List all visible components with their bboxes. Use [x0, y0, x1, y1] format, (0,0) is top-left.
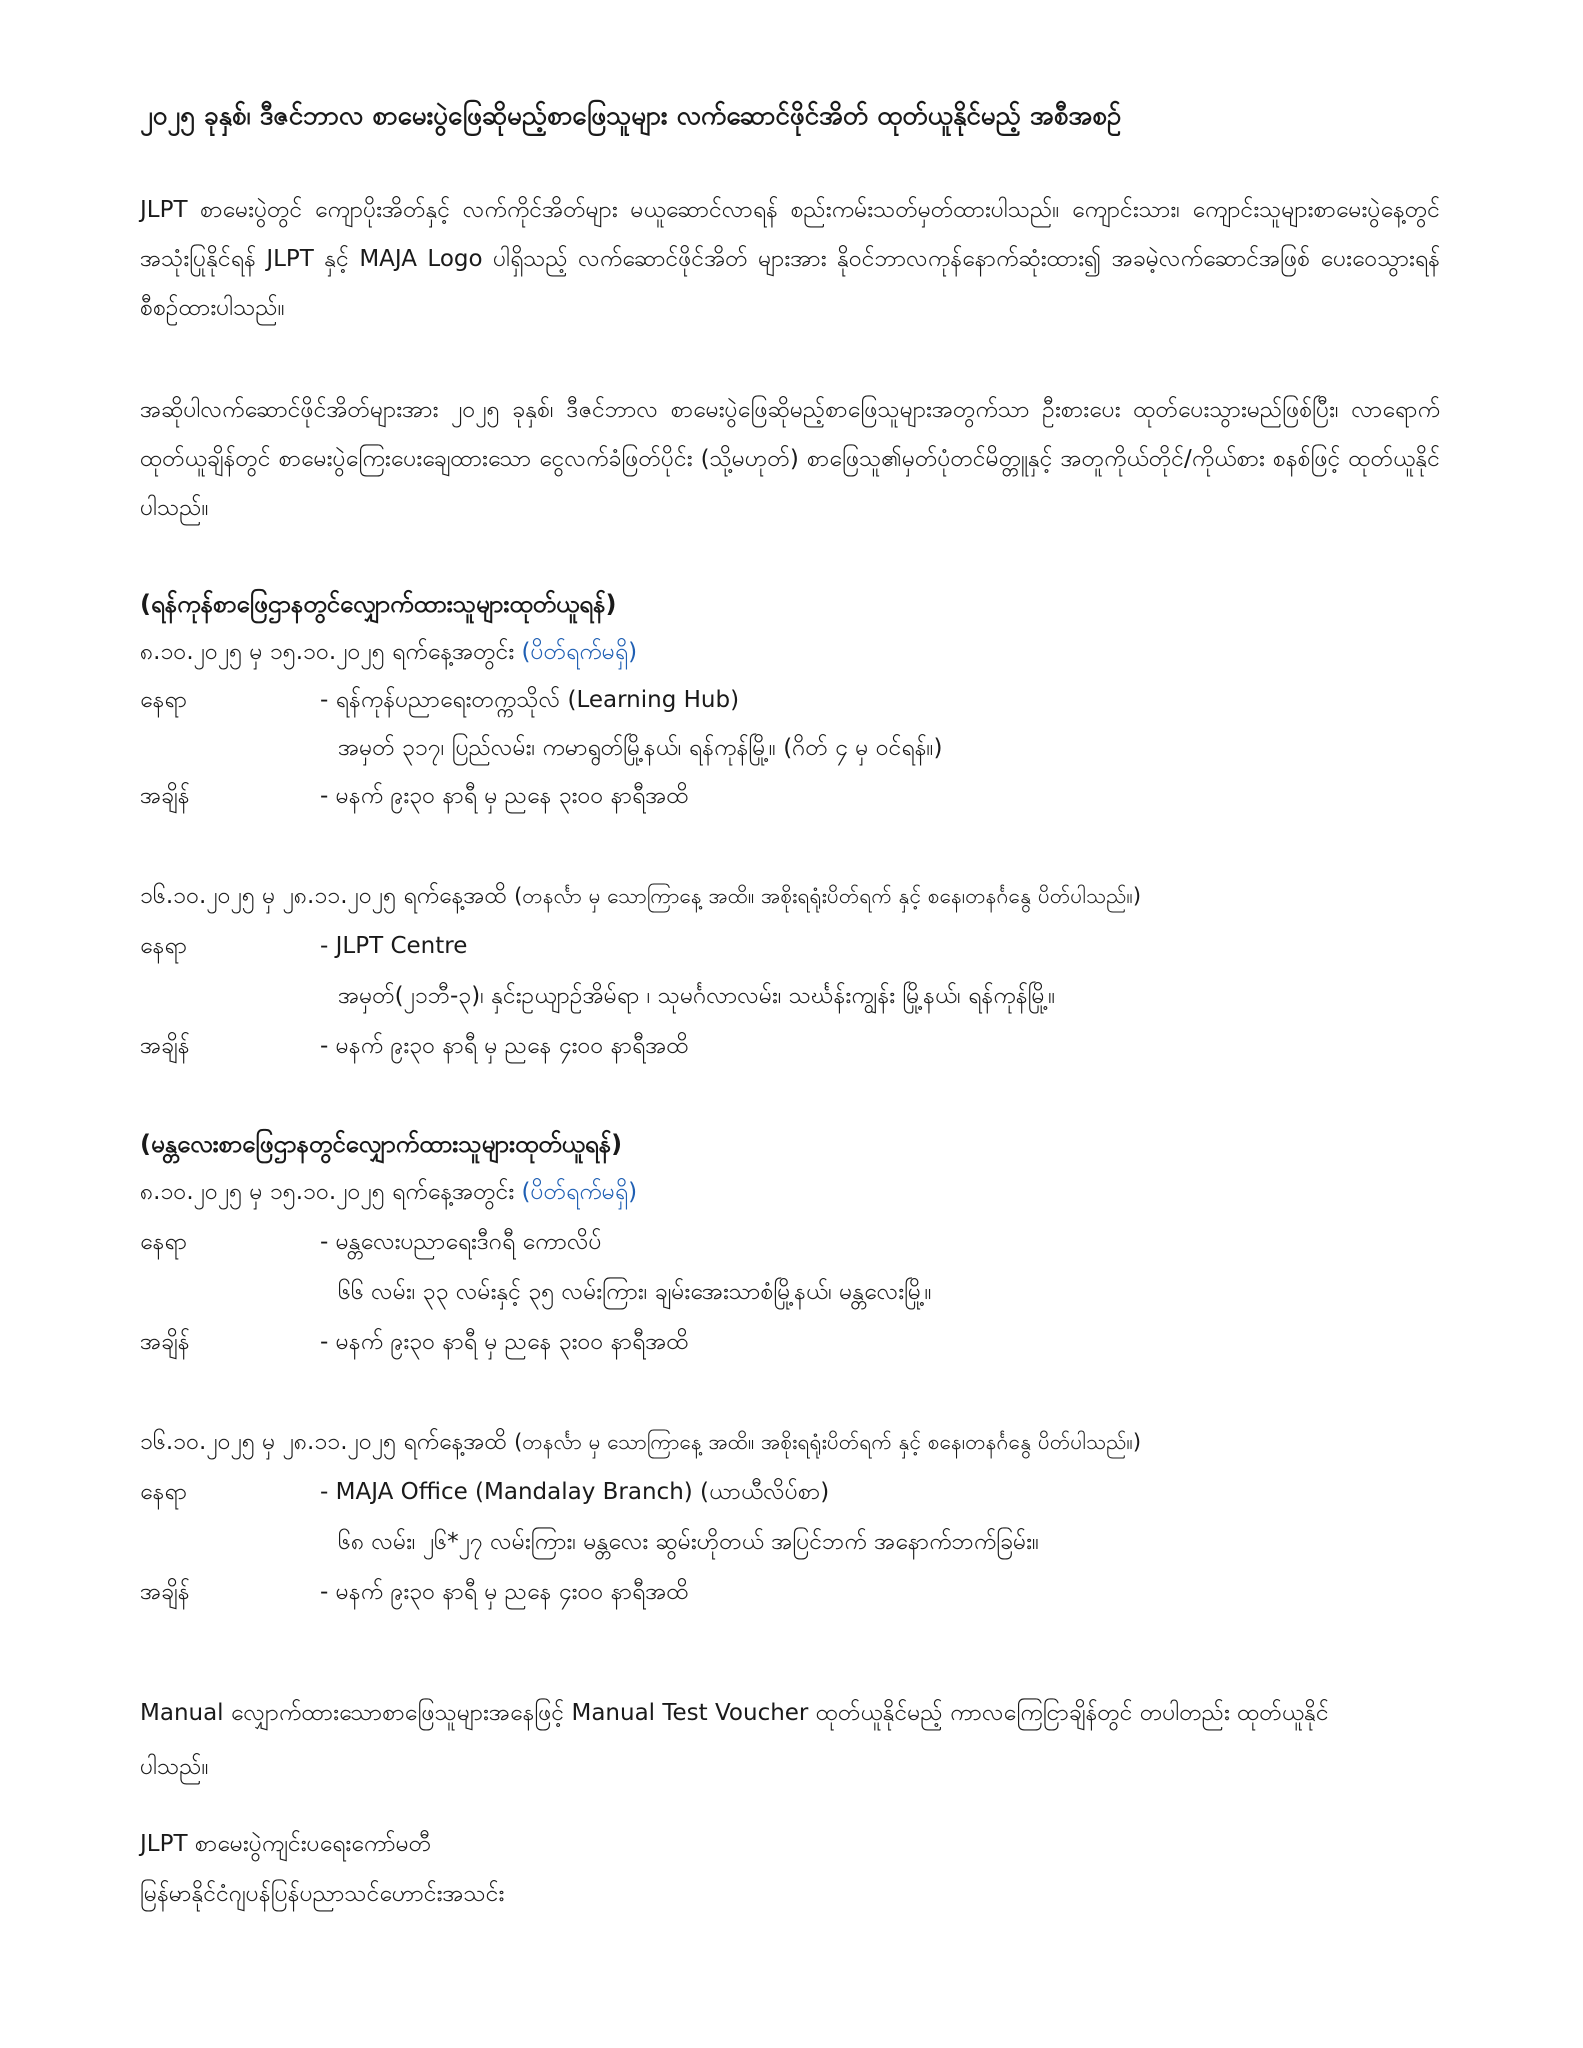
yangon-period1-place-label: နေရာ	[140, 687, 188, 713]
mandalay-period2-place-line2: ၆၈ လမ်း၊ ၂၆*၂၇ လမ်းကြား၊ မန္တလေး ဆွမ်းဟိုတယ် အပြင်ဘက် အနောက်ဘက်ခြမ်း။	[338, 1529, 1039, 1555]
yangon-period1-dates-line	[140, 632, 637, 672]
yangon-heading: (ရန်ကုန်စာဖြေဌာနတွင်လျှောက်ထားသူများထုတ်ယူရန်)	[140, 590, 617, 618]
yangon-period2-time-value: - မနက် ၉း၃၀ နာရီ မှ ညနေ ၄း၀၀ နာရီအထိ	[320, 1033, 689, 1059]
yangon-period2-note: (တနင်္လာ မှ သောကြာနေ့ အထိ။ အစိုးရရုံးပိတ်ရက် နှင့် စနေ၊တနင်္ဂနွေ ပိတ်ပါသည်။)	[514, 884, 1142, 908]
manual-note: Manual လျှောက်ထားသောစာဖြေသူများအနေဖြင့် Manual Test Voucher ထုတ်ယူနိုင်မည့် ကာလကြေငြာချိန်တွင် တပါတည်း ထုတ်ယူနိုင်ပါသည်။	[140, 1700, 1329, 1780]
mandalay-period1-place-label: နေရာ	[140, 1229, 188, 1255]
mandalay-period2-dates-line	[140, 1422, 1141, 1462]
mandalay-period2-note: (တနင်္လာ မှ သောကြာနေ့ အထိ။ အစိုးရရုံးပိတ်ရက် နှင့် စနေ၊တနင်္ဂနွေ ပိတ်ပါသည်။)	[514, 1430, 1142, 1454]
yangon-period1-time-label: အချိန်	[140, 783, 190, 809]
mandalay-period1-place-line2: ၆၆ လမ်း၊ ၃၃ လမ်းနှင့် ၃၅ လမ်းကြား၊ ချမ်းအေးသာစံမြို့နယ်၊ မန္တလေးမြို့။	[338, 1279, 932, 1305]
mandalay-period1-note: (ပိတ်ရက်မရှိ)	[521, 1179, 638, 1205]
intro-paragraph-2: အဆိုပါလက်ဆောင်ဖိုင်အိတ်များအား ၂၀၂၅ ခုနှစ်၊ ဒီဇင်ဘာလ စာမေးပွဲဖြေဆိုမည့်စာဖြေသူများအတွက်သာ ဦးစားပေး ထုတ်ပေးသွားမည်ဖြစ်ပြီး၊ လာရောက်ထုတ်ယူချိန်တွင် စာမေးပွဲကြေးပေးချေထားသော ငွေလက်ခံဖြတ်ပိုင်း (သို့မဟုတ်) စာဖြေသူ၏မှတ်ပုံတင်မိတ္တူနှင့် အတူကိုယ်တိုင်/ကိုယ်စား စနစ်ဖြင့် ထုတ်ယူနိုင်ပါသည်။	[140, 397, 1440, 521]
document-title: ၂၀၂၅ ခုနှစ်၊ ဒီဇင်ဘာလ စာမေးပွဲဖြေဆိုမည့်စာဖြေသူများ လက်ဆောင်ဖိုင်အိတ် ထုတ်ယူနိုင်မည့် အစီအစဉ်	[140, 101, 1122, 131]
mandalay-heading: (မန္တလေးစာဖြေဌာနတွင်လျှောက်ထားသူများထုတ်ယူရန်)	[140, 1130, 623, 1158]
yangon-period2-dates-line	[140, 876, 1141, 916]
yangon-period2-dates: ၁၆.၁၀.၂၀၂၅ မှ ၂၈.၁၁.၂၀၂၅ ရက်နေ့အထိ	[140, 883, 507, 909]
mandalay-period2-place-label: နေရာ	[140, 1479, 188, 1505]
yangon-period1-time-value: - မနက် ၉း၃၀ နာရီ မှ ညနေ ၃း၀၀ နာရီအထိ	[320, 783, 689, 809]
mandalay-period1-dates-line	[140, 1172, 637, 1212]
mandalay-period2-place-line1: - MAJA Office (Mandalay Branch) (ယာယီလိပ်စာ)	[320, 1479, 830, 1505]
mandalay-period2-time-value: - မနက် ၉း၃၀ နာရီ မှ ညနေ ၄း၀၀ နာရီအထိ	[320, 1579, 689, 1605]
yangon-period1-place-line2: အမှတ် ၃၁၇၊ ပြည်လမ်း၊ ကမာရွတ်မြို့နယ်၊ ရန်ကုန်မြို့။ (ဂိတ် ၄ မှ ဝင်ရန်။)	[338, 735, 943, 761]
mandalay-period1-dates: ၈.၁၀.၂၀၂၅ မှ ၁၅.၁၀.၂၀၂၅ ရက်နေ့အတွင်း	[140, 1179, 515, 1205]
mandalay-period1-time-value: - မနက် ၉း၃၀ နာရီ မှ ညနေ ၃း၀၀ နာရီအထိ	[320, 1329, 689, 1355]
mandalay-period1-time-label: အချိန်	[140, 1329, 190, 1355]
mandalay-period1-place-line1: - မန္တလေးပညာရေးဒီဂရီ ကောလိပ်	[320, 1229, 602, 1255]
yangon-period1-place-line1: - ရန်ကုန်ပညာရေးတက္ကသိုလ် (Learning Hub)	[320, 687, 740, 713]
yangon-period2-place-label: နေရာ	[140, 933, 188, 959]
yangon-period1-dates: ၈.၁၀.၂၀၂၅ မှ ၁၅.၁၀.၂၀၂၅ ရက်နေ့အတွင်း	[140, 639, 515, 665]
yangon-period2-place-line2: အမှတ်(၂၁ဘီ-၃)၊ နှင်းဥယျာဉ်အိမ်ရာ ၊ သုမင်္ဂလာလမ်း၊ သင်္ဃန်းကျွန်း မြို့နယ်၊ ရန်ကုန်မြို့။	[338, 983, 1056, 1009]
mandalay-period2-time-label: အချိန်	[140, 1579, 190, 1605]
yangon-period2-place-line1: - JLPT Centre	[320, 933, 468, 959]
intro-paragraph-1: JLPT စာမေးပွဲတွင် ကျောပိုးအိတ်နှင့် လက်ကိုင်အိတ်များ မယူဆောင်လာရန် စည်းကမ်းသတ်မှတ်ထားပါသည်။ ကျောင်းသား၊ ကျောင်းသူများစာမေးပွဲနေ့တွင် အသုံးပြုနိုင်ရန် JLPT နှင့် MAJA Logo ပါရှိသည့် လက်ဆောင်ဖိုင်အိတ် များအား နိုဝင်ဘာလကုန်နောက်ဆုံးထား၍ အခမဲ့လက်ဆောင်အဖြစ် ပေးဝေသွားရန် စီစဉ်ထားပါသည်။	[140, 197, 1440, 321]
signature-line-1: JLPT စာမေးပွဲကျင်းပရေးကော်မတီ	[140, 1831, 432, 1857]
mandalay-period2-dates: ၁၆.၁၀.၂၀၂၅ မှ ၂၈.၁၁.၂၀၂၅ ရက်နေ့အထိ	[140, 1429, 507, 1455]
yangon-period2-time-label: အချိန်	[140, 1033, 190, 1059]
yangon-period1-note: (ပိတ်ရက်မရှိ)	[521, 639, 638, 665]
signature-line-2: မြန်မာနိုင်ငံဂျပန်ပြန်ပညာသင်ဟောင်းအသင်း	[140, 1881, 505, 1907]
